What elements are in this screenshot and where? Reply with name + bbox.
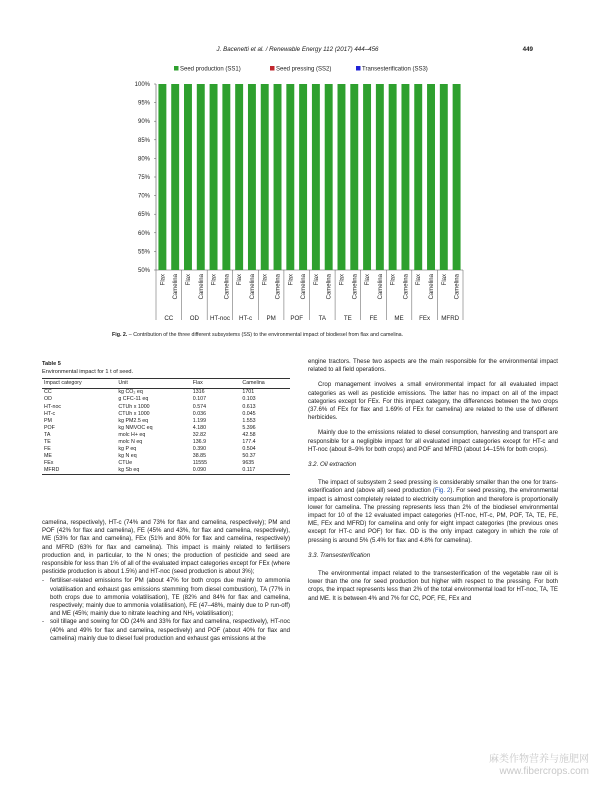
y-tick-label: 90%: [137, 119, 150, 126]
x-tick-label: Camelina: [249, 274, 256, 300]
bar-segment: [248, 84, 256, 270]
legend-swatch: [270, 66, 275, 71]
table-cell: 50.37: [242, 453, 256, 460]
table-cell: 0.117: [240, 467, 290, 475]
bullet-list: [42, 577, 290, 643]
figure-link[interactable]: Fig. 2: [434, 487, 451, 495]
x-tick-label: Flax: [313, 274, 320, 286]
y-tick-label: 95%: [137, 100, 150, 107]
bar-segment: [401, 84, 409, 270]
section-heading: 3.3. Transesterification: [308, 551, 371, 559]
table-cell: CTUe: [118, 460, 133, 467]
table-cell: CTUh x 1000: [118, 403, 150, 410]
watermark: [489, 754, 589, 778]
group-label: HT-c: [239, 315, 253, 322]
table-cell: 0.090: [191, 467, 241, 475]
x-tick-label: Camelina: [198, 274, 205, 300]
x-tick-label: Flax: [288, 274, 295, 286]
legend-label: Seed pressing (SS2): [276, 66, 332, 73]
x-tick-label: Flax: [262, 274, 269, 286]
list-item: [42, 577, 290, 618]
bar-segment: [274, 84, 282, 270]
table-cell: MFRD: [42, 467, 116, 475]
x-tick-label: Flax: [185, 274, 192, 286]
table-cell: HT-c: [44, 410, 56, 417]
table-cell: 0.103: [242, 396, 256, 403]
x-tick-label: Flax: [160, 274, 167, 286]
table-cell: 1.199: [192, 417, 207, 424]
figure-caption-label: Fig. 2.: [112, 332, 128, 338]
list-item-text: soil tillage and sowing for OD (24% and 33% for flax and camelina, respectively), HT-noc (40% and 49% for flax and camelina, respectively) and POF (about 40% for flax and camelina) mainly due to diesel fuel production and exhaust gas emissions at the: [50, 618, 290, 642]
legend-label: Seed production (SS1): [180, 66, 241, 73]
paragraph: Mainly due to the emissions related to diesel consumption, harvesting and transport are responsible for a negligible impact for all evaluated impact categories except for HT-c and HT-noc (about 8–9% for both crops) and POF and MFRD (about 14–15% for both crops).: [308, 429, 558, 453]
table-cell: kg N eq: [118, 453, 137, 460]
table-cell: 1.553: [242, 417, 256, 424]
y-tick-label: 70%: [137, 193, 150, 200]
bullet-dash: -: [42, 577, 45, 585]
group-label: MFRD: [441, 315, 460, 322]
x-tick-label: Camelina: [301, 274, 308, 300]
table-header-cell: Impact category: [42, 379, 116, 389]
watermark-line: www.fibercrops.com: [499, 766, 589, 777]
table-cell: kg CO₂ eq: [118, 389, 143, 396]
stacked-bar-chart: [0, 58, 595, 326]
paragraph-text: ). For seed pressing, the environmental impact is almost completely related to electricity consumption and therefore is proportionally lower for camelina. The pressing represents less than 2% of the biodiesel environmental impact for 10 of the 12 evaluated impact categories (HT-noc, HT-c, PM, POF, TA, TE, FE, ME, FEx and MFRD) for camelina and only for eight impact categories (the previous ones except for HT-c and POF) for flax. OD is the only impact category in which the role of pressing is around 5% (5.4% for flax and 4.8% for camelina).: [308, 487, 558, 544]
bar-segment: [210, 84, 218, 270]
group-label: PM: [266, 315, 276, 322]
table-cell: 0.390: [192, 446, 207, 453]
bar-segment: [312, 84, 320, 270]
legend-label: Transesterification (SS3): [362, 66, 428, 73]
y-tick-label: 80%: [137, 156, 150, 163]
running-header: [0, 46, 595, 58]
x-tick-label: Camelina: [173, 274, 180, 300]
x-tick-label: Camelina: [429, 274, 436, 300]
table-cell: 1316: [192, 389, 205, 396]
table-title: Environmental impact for 1 t of seed.: [42, 369, 134, 375]
bar-segment: [184, 84, 192, 270]
y-tick-label: 85%: [137, 137, 150, 144]
bar-segment: [350, 84, 358, 270]
table-cell: 0.613: [242, 403, 256, 410]
table-header-cell: Camelina: [240, 379, 290, 389]
paragraph: camelina, respectively), HT-c (74% and 73% for flax and camelina, respectively); PM and POF (42% for flax and camelina), FE (45% and 43%, for flax and camelina, respectively), ME (53% for flax and camelina), FEx (51% and 80% for flax and camelina, respectively) and MFRD (63% for flax and camelina). This impact is mainly related to fertilisers production and, in particular, to the N ones; the production of pesticide and seed are responsible for less than 1% of all of the evaluated impact categories except for FEx (where pesticide production is about 1.5%) and HT-noc (seed production is about 3%);: [42, 519, 290, 576]
x-tick-label: Camelina: [454, 274, 461, 300]
table-cell: 1701: [242, 389, 255, 396]
y-tick-label: 65%: [137, 212, 150, 219]
table-cell: kg P eq: [118, 446, 137, 453]
bullet-dash: -: [42, 618, 45, 626]
group-label: FEx: [419, 315, 431, 322]
group-label: TE: [343, 315, 352, 322]
x-tick-label: Flax: [339, 274, 346, 286]
table-body: [42, 388, 290, 474]
table-cell: 5.396: [242, 424, 256, 431]
table-cell: 42.58: [242, 431, 256, 438]
x-tick-label: Camelina: [326, 274, 333, 300]
bar-segment: [414, 84, 422, 270]
x-tick-label: Camelina: [275, 274, 282, 300]
legend-swatch: [174, 66, 179, 71]
bar-segment: [286, 84, 294, 270]
impact-table: [42, 378, 290, 475]
table-cell: TE: [44, 438, 51, 445]
y-tick-label: 50%: [137, 268, 150, 274]
bar-segment: [235, 84, 243, 270]
table-cell: 0.107: [192, 396, 207, 403]
group-label: CC: [164, 315, 174, 322]
x-tick-label: Camelina: [224, 274, 231, 300]
table-cell: 32.82: [192, 431, 207, 438]
table-cell: CC: [44, 389, 52, 396]
running-title: J. Bacenetti et al. / Renewable Energy 112 (2017) 444–456: [216, 46, 379, 53]
x-tick-label: Camelina: [377, 274, 384, 300]
table-cell: g CFC-11 eq: [118, 396, 149, 403]
table-number: Table 5: [42, 361, 61, 367]
group-label: FE: [369, 315, 378, 322]
table-cell: CTUh x 1000: [118, 410, 150, 417]
bar-segment: [261, 84, 269, 270]
table-cell: 9635: [242, 460, 255, 467]
paragraph: The environmental impact related to the transesterification of the vegetable raw oil is lower than the one for seed production but higher with respect to the pressing. For both crops, the impact represents less than 2% of the total environmental load for HT-noc, TA, TE and ME. It is between 4% and 7% for CC, POF, FE, FEx and: [308, 570, 558, 602]
table-header-row: [42, 379, 290, 389]
table-cell: kg NMVOC eq: [118, 424, 153, 431]
table-cell: 0.036: [192, 410, 207, 417]
bar-segment: [158, 84, 166, 270]
table-row: [42, 403, 290, 410]
table-cell: 177.4: [242, 438, 256, 445]
bar-segment: [453, 84, 461, 270]
table-row: [42, 388, 290, 396]
table-cell: 136.9: [192, 438, 207, 445]
legend-swatch: [356, 66, 361, 71]
right-column: [308, 358, 558, 610]
bar-segment: [222, 84, 230, 270]
table-cell: kg PM2.5 eq: [118, 417, 149, 424]
table-cell: OD: [44, 396, 52, 403]
list-item: [42, 618, 290, 643]
bar-segment: [197, 84, 205, 270]
x-tick-label: Camelina: [403, 274, 410, 300]
list-item-text: fertiliser-related emissions for PM (about 47% for both crops due mainly to ammonia volatilisation and exhaust gas emissions stemming from diesel combustion), TA (77% in both crops due to ammonia volatilisation), TE (82% and 84% for flax and camelina, respectively; mainly due to ammonia volatilisation), FE (47–48%, mainly due to P run-off) and ME (45%; mainly due to nitrate leaching and NH₃ volatilisation);: [50, 577, 290, 618]
x-tick-label: Camelina: [352, 274, 359, 300]
group-label: POF: [290, 315, 304, 322]
group-label: ME: [394, 315, 404, 322]
bar-segment: [171, 84, 179, 270]
figure-caption-text: – Contribution of the three different subsystems (SS) to the environmental impact of biodiesel from flax and camelina.: [127, 332, 404, 338]
table-row: [42, 431, 290, 438]
watermark-line: 麻类作物营养与施肥网: [489, 754, 589, 765]
table-row: [42, 396, 290, 403]
bar-segment: [389, 84, 397, 270]
table-row: [42, 438, 290, 445]
table-heading: [42, 360, 133, 376]
bar-segment: [363, 84, 371, 270]
table-cell: 11555: [192, 460, 208, 467]
x-tick-label: Flax: [441, 274, 448, 286]
table-cell: POF: [44, 424, 55, 431]
y-tick-label: 100%: [134, 82, 150, 88]
bar-segment: [440, 84, 448, 270]
x-tick-label: Flax: [211, 274, 218, 286]
table-cell: ME: [44, 453, 52, 460]
table-row: [42, 446, 290, 453]
bar-segment: [299, 84, 307, 270]
table-cell: molc N eq: [118, 438, 143, 445]
bar-segment: [325, 84, 333, 270]
paragraph: Crop management involves a small environmental impact for all evaluated impact categories as well as pesticide emissions. The latter has no impact on all of the impact categories except for FEx. For this impact category, the differences between the two crops (37.6% of FEx for flax and 1.69% of FEx for camelina) are related to the use of different herbicides.: [308, 381, 558, 422]
section-heading: 3.2. Oil extraction: [308, 461, 357, 469]
table-header-cell: Flax: [191, 379, 241, 389]
paragraph: engine tractors. These two aspects are the main responsible for the environmental impact related to all field operations.: [308, 358, 558, 374]
group-label: TA: [318, 315, 327, 322]
paragraph: [308, 479, 558, 545]
bar-segment: [427, 84, 435, 270]
group-label: OD: [189, 315, 200, 322]
y-tick-label: 55%: [137, 249, 150, 256]
table-row: [42, 453, 290, 460]
table-cell: PM: [44, 417, 52, 424]
page-number: 449: [522, 46, 533, 53]
table-cell: molc H+ eq: [118, 431, 146, 438]
x-tick-label: Flax: [237, 274, 244, 286]
table-cell: kg Sb eq: [116, 467, 190, 475]
table-cell: 0.045: [242, 410, 256, 417]
table-row: [42, 460, 290, 467]
table-cell: TA: [44, 431, 51, 438]
bar-segment: [376, 84, 384, 270]
bar-segment: [338, 84, 346, 270]
table-row: [42, 417, 290, 424]
y-tick-label: 75%: [137, 175, 150, 181]
table-cell: 38.85: [192, 453, 207, 460]
table-cell: 4.180: [192, 424, 207, 431]
table-row: [42, 424, 290, 431]
x-tick-label: Flax: [365, 274, 372, 286]
table-row: [42, 467, 290, 475]
left-column: [42, 519, 290, 643]
figure-caption: [112, 332, 512, 338]
paragraph-text: The impact of subsystem 2 seed pressing is considerably smaller than the one for trans-esterification and (above all) seed production (: [308, 479, 558, 495]
table-cell: HT-noc: [44, 403, 62, 410]
table-cell: 0.504: [242, 446, 256, 453]
y-tick-label: 60%: [137, 230, 150, 237]
group-label: HT-noc: [209, 315, 230, 322]
x-tick-label: Flax: [390, 274, 397, 286]
table-cell: FEx: [44, 460, 54, 467]
table-cell: 0.574: [192, 403, 207, 410]
table-cell: FE: [44, 446, 51, 453]
table-row: [42, 410, 290, 417]
table-header-cell: Unit: [116, 379, 190, 389]
x-tick-label: Flax: [416, 274, 423, 286]
